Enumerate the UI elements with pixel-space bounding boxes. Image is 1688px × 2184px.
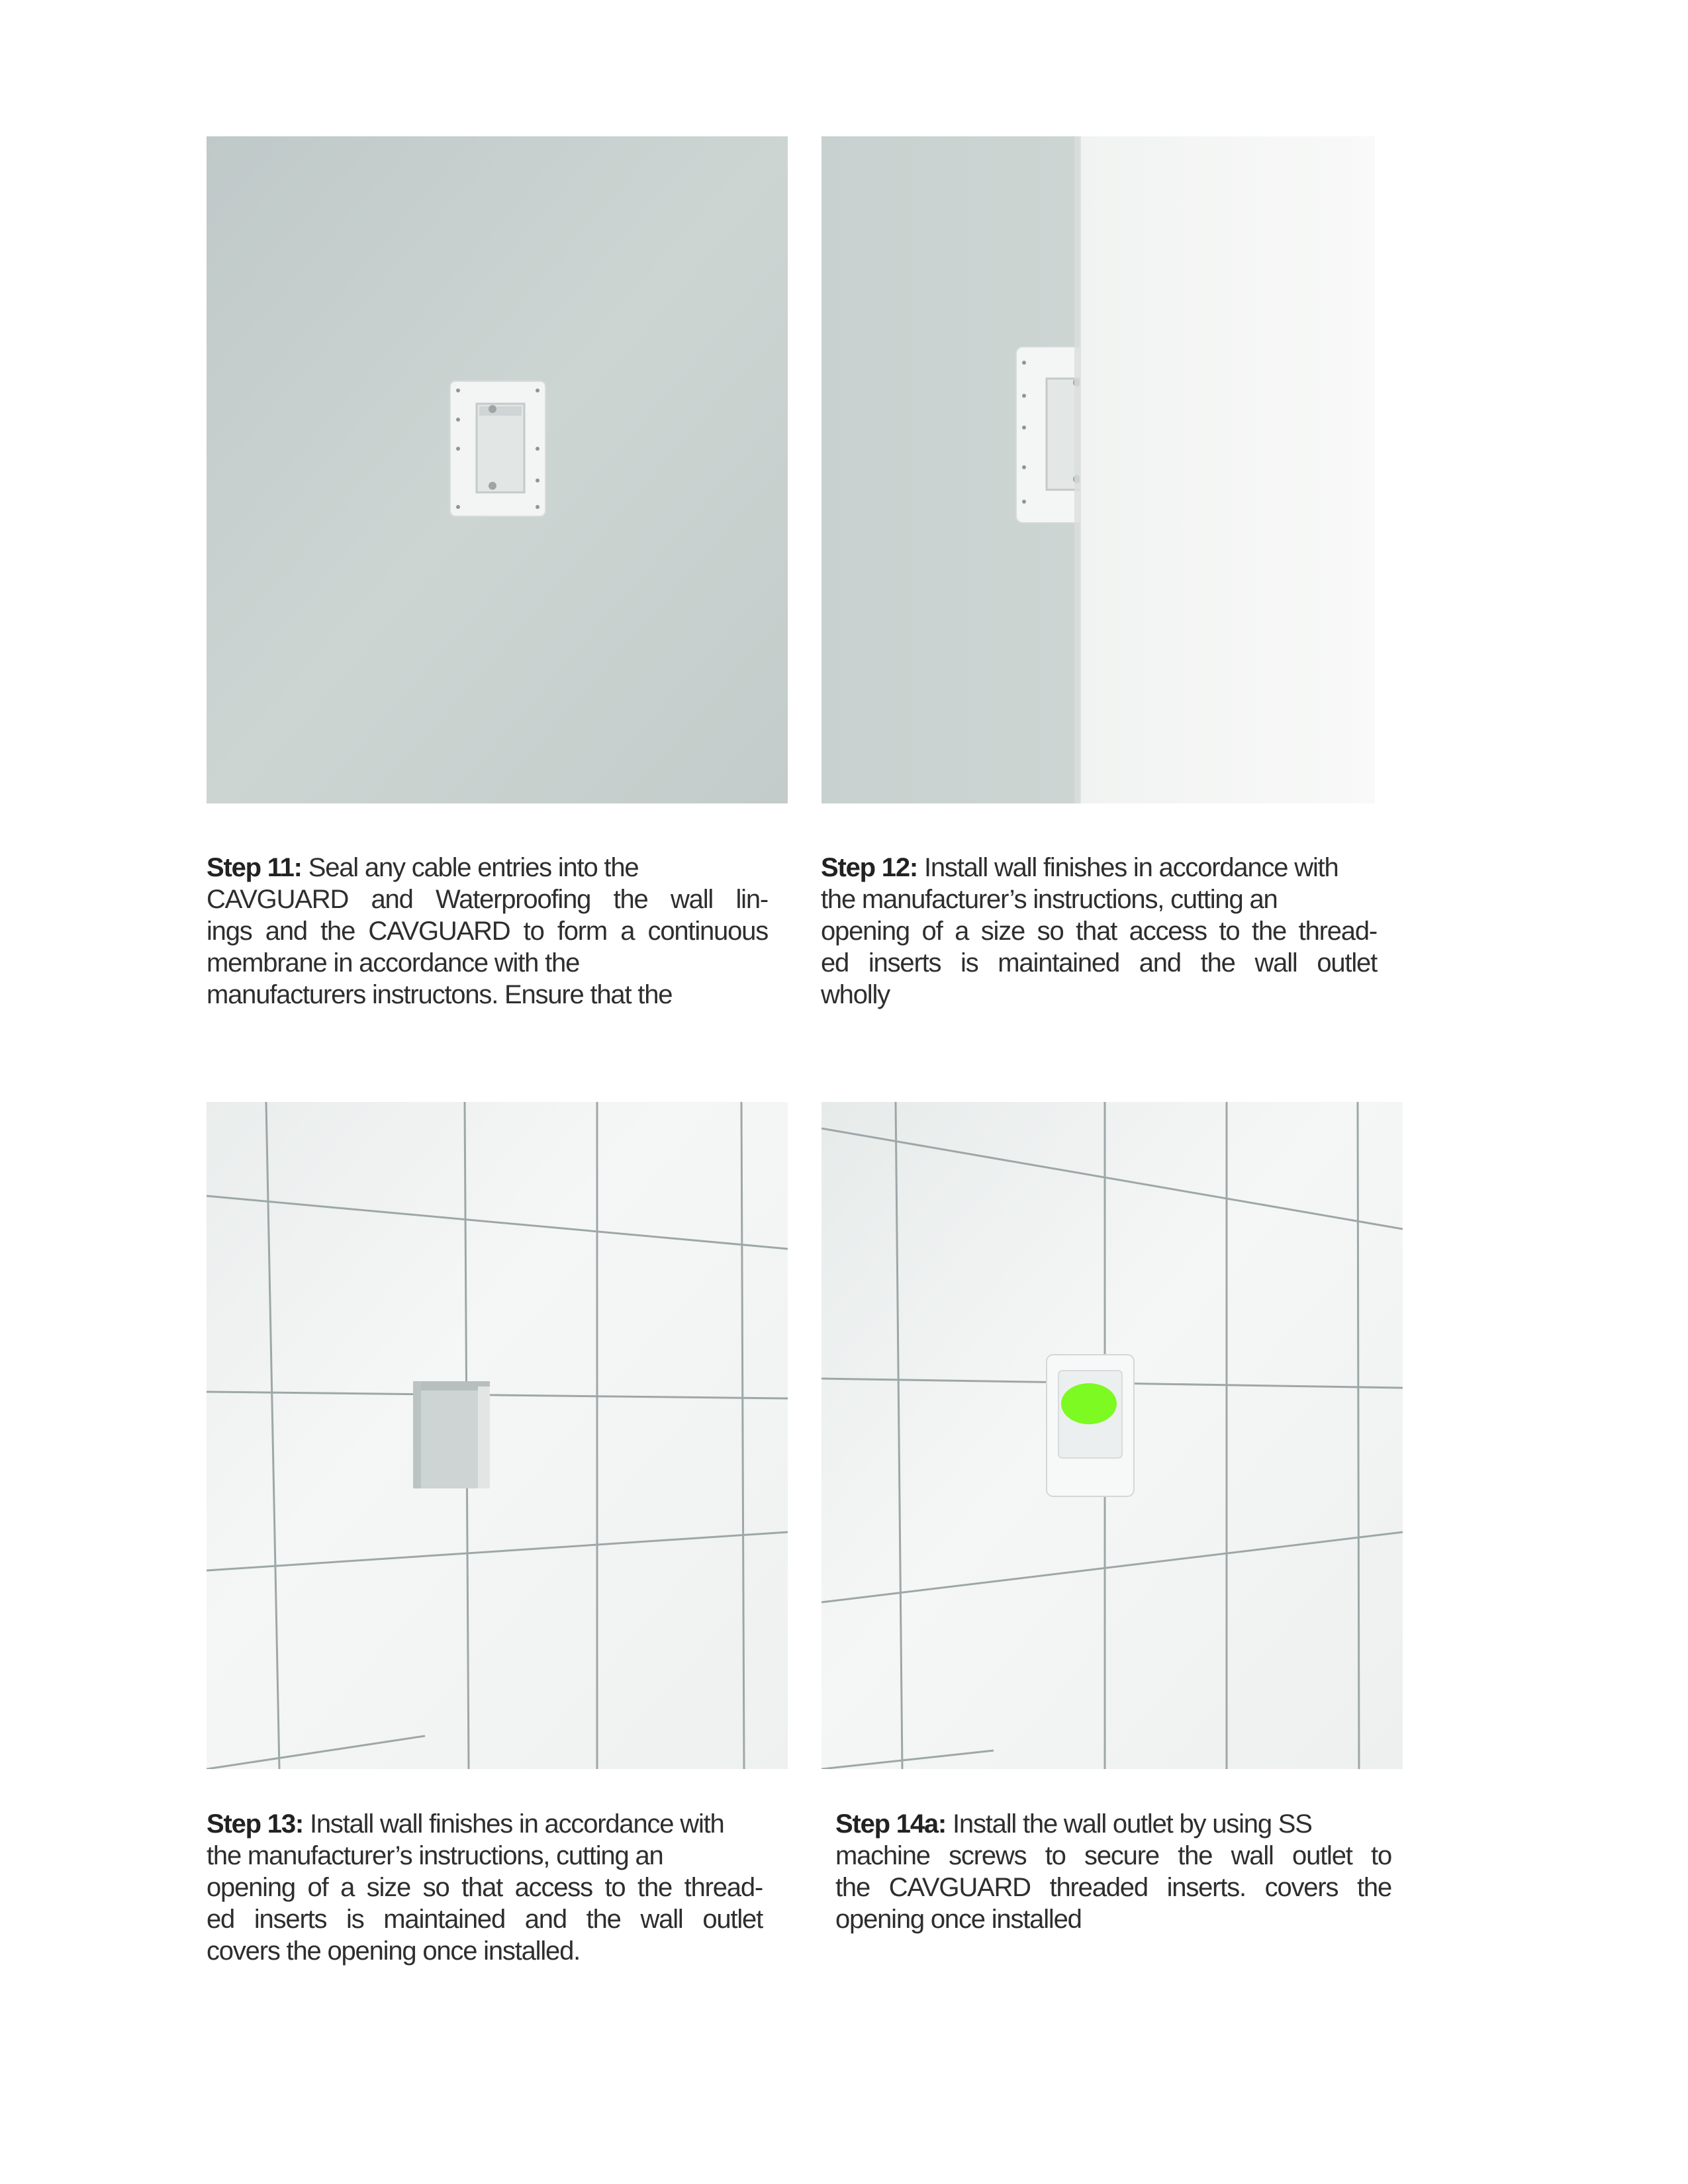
step-14a-caption: Step 14a: Install the wall outlet by using SS machine screws to secure the wall outlet to the CAVGUARD threaded inserts. covers the opening once installed — [835, 1809, 1391, 1934]
cavguard-box — [450, 381, 545, 516]
wall-opening — [413, 1381, 490, 1488]
step-14a-image — [821, 1102, 1403, 1769]
step-label: Step 13: — [207, 1809, 304, 1839]
step-label: Step 11: — [207, 853, 302, 882]
wall-lining-sheet — [1080, 136, 1375, 803]
step-13-image — [207, 1102, 788, 1769]
outlet-indicator — [1061, 1383, 1117, 1424]
step-label: Step 14a: — [835, 1809, 947, 1839]
wall-outlet — [1047, 1355, 1134, 1496]
step-12-image — [821, 136, 1375, 803]
step-label: Step 12: — [821, 853, 918, 882]
step-13-caption: Step 13: Install wall finishes in accordance with the manufacturer’s instructions, cutting an opening of a size so that access to the thread- ed inserts is maintained and the wall outlet covers the opening once installed. — [207, 1809, 763, 1966]
step-11-caption: Step 11: Seal any cable entries into the CAVGUARD and Waterproofing the wall lin- ings and the CAVGUARD to form a continuous membrane in accordance with the manufacturers instructons. Ensure that the — [207, 853, 768, 1009]
step-11-image — [207, 136, 788, 803]
step-12-caption: Step 12: Install wall finishes in accordance with the manufacturer’s instructions, cutting an opening of a size so that access to the thread- ed inserts is maintained and the wall outlet wholly — [821, 853, 1377, 1009]
